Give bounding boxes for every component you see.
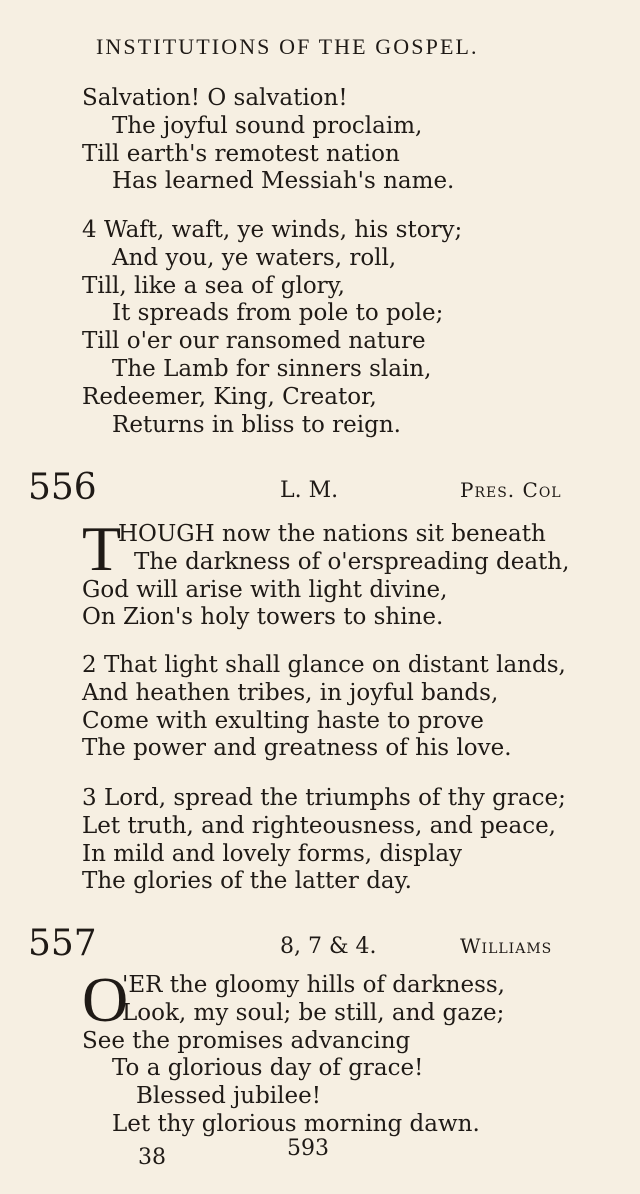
verse-line: It spreads from pole to pole; bbox=[112, 300, 444, 327]
hymn-number: 556 bbox=[28, 467, 97, 508]
continuation-stanza bbox=[82, 85, 612, 196]
verse-line: The power and greatness of his love. bbox=[82, 735, 512, 762]
hymn-tune: Williams bbox=[460, 934, 553, 958]
hymn-number: 557 bbox=[28, 923, 97, 964]
verse-line: Let thy glorious morning dawn. bbox=[112, 1110, 480, 1137]
verse-line: Salvation! O salvation! bbox=[82, 85, 348, 111]
verse-line: 2 That light shall glance on distant lands, bbox=[82, 652, 566, 678]
verse-line: 'ER the gloomy hills of darkness, bbox=[122, 972, 505, 998]
verse-line: Returns in bliss to reign. bbox=[112, 411, 401, 438]
verse-line: God will arise with light divine, bbox=[82, 576, 448, 603]
verse-line: In mild and lovely forms, display bbox=[82, 840, 463, 867]
verse-line: The Lamb for sinners slain, bbox=[112, 355, 432, 382]
verse-line: Blessed jubilee! bbox=[136, 1083, 321, 1110]
verse-line: See the promises advancing bbox=[82, 1027, 411, 1054]
hymn-556-stanza-3 bbox=[82, 785, 612, 896]
drop-cap: T bbox=[82, 513, 122, 584]
verse-line: Has learned Messiah's name. bbox=[112, 168, 455, 195]
verse-line: Till, like a sea of glory, bbox=[82, 272, 345, 299]
hymn-556-header bbox=[28, 468, 588, 514]
verse-line: Redeemer, King, Creator, bbox=[82, 383, 377, 410]
verse-line: HOUGH now the nations sit beneath bbox=[118, 521, 546, 547]
verse-line: To a glorious day of grace! bbox=[112, 1055, 424, 1082]
verse-line: Come with exulting haste to prove bbox=[82, 707, 484, 734]
verse-line: On Zion's holy towers to shine. bbox=[82, 604, 444, 631]
running-head: INSTITUTIONS OF THE GOSPEL. bbox=[96, 34, 479, 59]
verse-line: Till o'er our ransomed nature bbox=[82, 328, 426, 355]
hymn-meter: L. M. bbox=[280, 478, 339, 503]
hymn-556-stanza-1 bbox=[82, 513, 612, 632]
verse-line: And you, ye waters, roll, bbox=[112, 244, 397, 271]
page-number: 593 bbox=[287, 1136, 329, 1161]
stanza-4 bbox=[82, 217, 612, 439]
verse-line: 3 Lord, spread the triumphs of thy grace; bbox=[82, 785, 566, 811]
verse-line: The darkness of o'erspreading death, bbox=[134, 548, 570, 575]
hymn-tune: Pres. Col bbox=[460, 478, 562, 502]
verse-line: Let truth, and righteousness, and peace, bbox=[82, 812, 556, 839]
verse-line: 4 Waft, waft, ye winds, his story; bbox=[82, 217, 463, 243]
hymn-556-stanza-2 bbox=[82, 652, 612, 763]
signature-mark: 38 bbox=[138, 1145, 166, 1170]
verse-line: Look, my soul; be still, and gaze; bbox=[122, 999, 505, 1026]
verse-line: The glories of the latter day. bbox=[82, 868, 412, 895]
hymn-557-stanza-1 bbox=[82, 964, 612, 1139]
hymn-meter: 8, 7 & 4. bbox=[280, 934, 377, 959]
verse-line: Till earth's remotest nation bbox=[82, 140, 400, 167]
drop-cap: O bbox=[82, 964, 129, 1035]
verse-line: And heathen tribes, in joyful bands, bbox=[82, 679, 499, 706]
verse-line: The joyful sound proclaim, bbox=[112, 112, 423, 139]
